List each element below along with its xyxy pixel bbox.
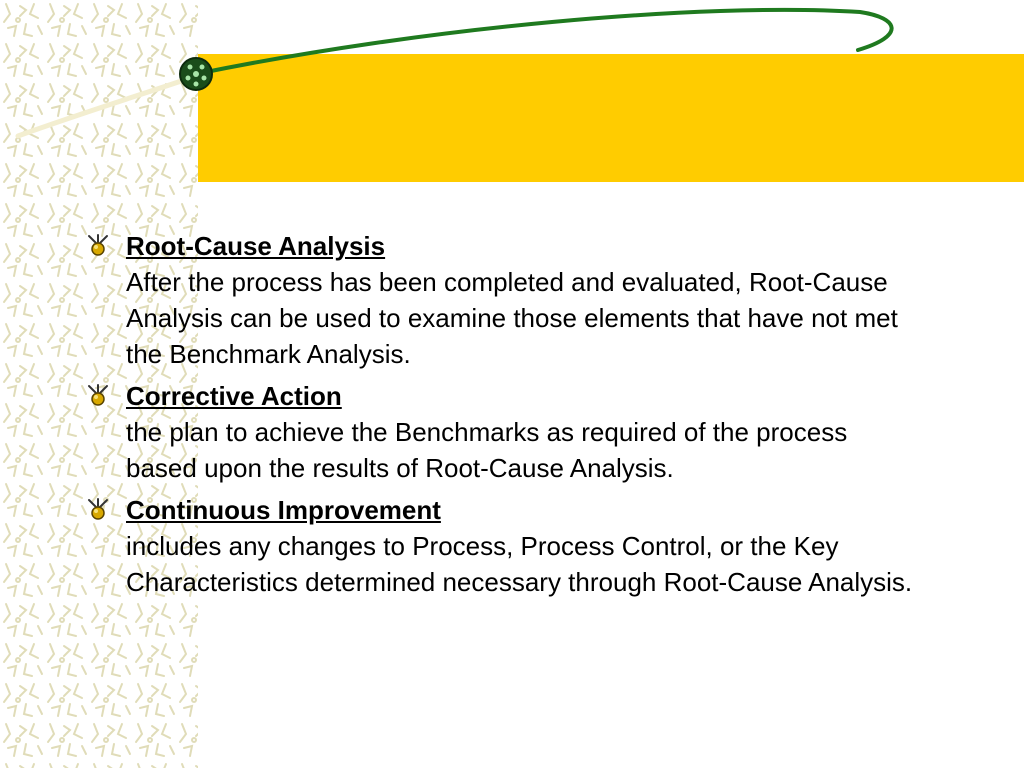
bullet-body: the plan to achieve the Benchmarks as required of the process based upon the results of Root-Cause Analysis. [126, 417, 848, 483]
spark-bullet-icon [86, 384, 110, 408]
bullet-item-corrective-action [86, 378, 926, 486]
bullet-item-root-cause-analysis [86, 228, 926, 372]
bullet-body: After the process has been completed and evaluated, Root-Cause Analysis can be used to examine those elements that have not met the Benchmark Analysis. [126, 267, 898, 369]
bullet-item-continuous-improvement [86, 492, 926, 600]
bullet-list [86, 228, 926, 606]
header-band [198, 54, 1024, 182]
spark-bullet-icon [86, 234, 110, 258]
spark-bullet-icon [86, 498, 110, 522]
bullet-heading: Corrective Action [126, 381, 342, 411]
bullet-body: includes any changes to Process, Process Control, or the Key Characteristics determined necessary through Root-Cause Analysis. [126, 531, 913, 597]
bullet-heading: Continuous Improvement [126, 495, 441, 525]
bullet-heading: Root-Cause Analysis [126, 231, 386, 261]
